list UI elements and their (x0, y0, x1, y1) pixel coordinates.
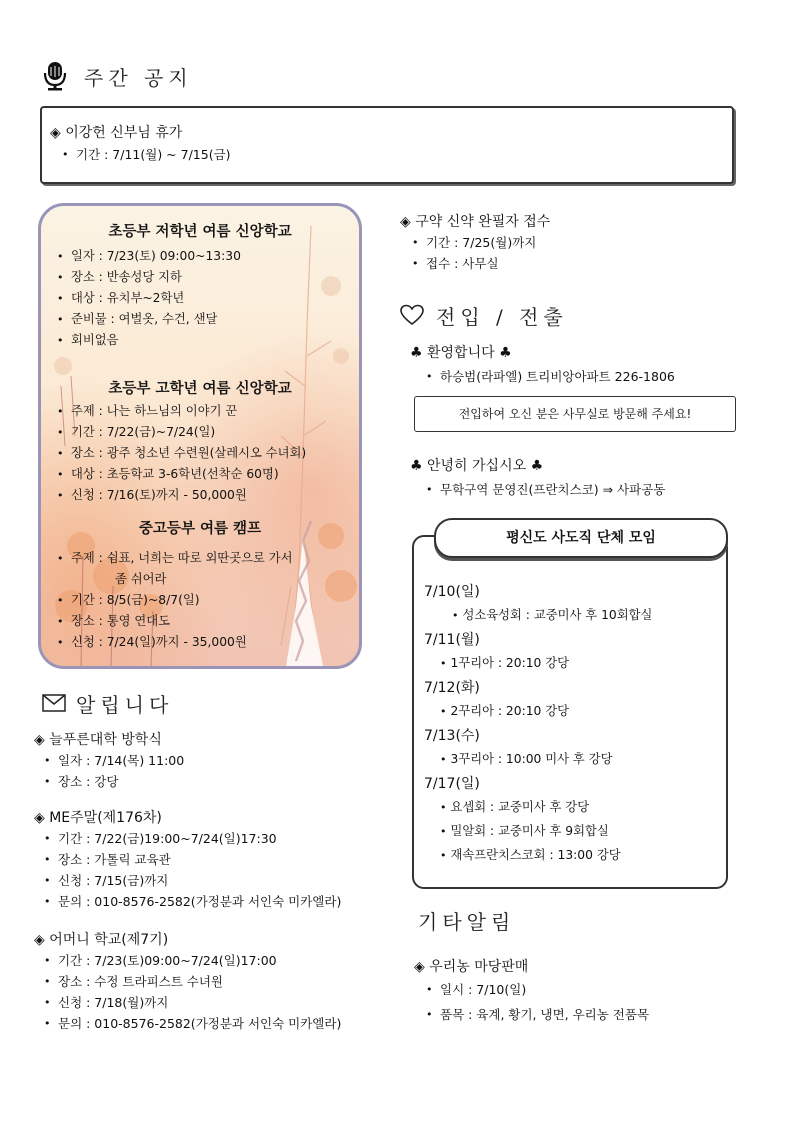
list-item: • 일자 : 7/23(토) 09:00~13:30 (51, 246, 241, 267)
announce-block-header: ◈ ME주말(제176차) (34, 810, 162, 826)
announce-list (38, 750, 184, 792)
list-item: • 하승범(라파엘) 트리비앙아파트 226-1806 (420, 366, 675, 387)
other-block-header: ◈ 우리농 마당판매 (414, 959, 529, 975)
weekly-title: 주간 공지 (84, 65, 193, 90)
list-item: • 품목 : 육계, 황기, 냉면, 우리농 전품목 (420, 1004, 649, 1025)
vacation-header: ◈ 이강헌 신부님 휴가 (50, 125, 183, 141)
day-date: 7/17(일) (424, 776, 480, 792)
list-item: • 기간 : 7/22(금)~7/24(일) (51, 422, 306, 443)
transfer-notice-box: 전입하여 오신 분은 사무실로 방문해 주세요! (414, 396, 736, 432)
group-meeting-title: 평신도 사도직 단체 모임 (434, 518, 728, 558)
list-item: • 장소 : 광주 청소년 수련원(살레시오 수녀회) (51, 443, 306, 464)
list-item: • 장소 : 수정 트라피스트 수녀원 (38, 971, 341, 992)
list-item: • 기간 : 7/22(금)19:00~7/24(일)17:30 (38, 828, 341, 849)
other-list (420, 979, 649, 1025)
day-item: • 밀알회 : 교중미사 후 9회합실 (424, 819, 714, 843)
list-item: • 장소 : 강당 (38, 771, 184, 792)
list-item: • 문의 : 010-8576-2582(가정분과 서인숙 미카엘라) (38, 1013, 341, 1034)
list-item: • 신청 : 7/15(금)까지 (38, 870, 341, 891)
day-item: • 요셉회 : 교중미사 후 강당 (424, 795, 714, 819)
day-item: • 1꾸리아 : 20:10 강당 (424, 651, 714, 675)
list-item: • 문의 : 010-8576-2582(가정분과 서인숙 미카엘라) (38, 891, 341, 912)
transfer-section-heading (400, 300, 568, 330)
lower-grade-list (51, 246, 241, 351)
vacation-notice-box (40, 106, 734, 184)
other-title: 기타알림 (418, 910, 516, 934)
day-item: • 3꾸리아 : 10:00 미사 후 강당 (424, 747, 714, 771)
group-meeting-schedule (424, 581, 714, 867)
list-item: • 기간 : 8/5(금)~8/7(일) (51, 590, 293, 611)
list-item: • 주제 : 쉼표, 너희는 따로 외딴곳으로 가서 (51, 548, 293, 569)
announce-title: 알립니다 (76, 692, 174, 717)
camp-theme-line2: 좀 쉬어라 (115, 572, 167, 586)
upper-grade-title: 초등부 고학년 여름 신앙학교 (108, 381, 292, 397)
farewell-header: ♣ 안녕히 가십시오 ♣ (410, 458, 544, 474)
microphone-icon (42, 61, 68, 91)
day-date: 7/13(수) (424, 728, 480, 744)
weekly-section-heading (42, 60, 193, 92)
list-item: • 주제 : 나는 하느님의 이야기 꾼 (51, 401, 306, 422)
bible-header: ◈ 구약 신약 완필자 접수 (400, 214, 551, 230)
upper-grade-list (51, 401, 306, 506)
camp-title: 중고등부 여름 캠프 (138, 521, 262, 537)
day-item: • 2꾸리아 : 20:10 강당 (424, 699, 714, 723)
announce-section-heading (42, 688, 173, 718)
summer-school-panel (38, 203, 362, 669)
list-item-continuation (51, 569, 293, 590)
list-item: • 기간 : 7/11(월) ~ 7/15(금) (56, 144, 231, 165)
list-item: • 기간 : 7/23(토)09:00~7/24(일)17:00 (38, 950, 341, 971)
vacation-list (56, 144, 231, 165)
list-item: • 기간 : 7/25(월)까지 (406, 232, 536, 253)
welcome-list (420, 366, 675, 387)
list-item: • 대상 : 초등학교 3-6학년(선착순 60명) (51, 464, 306, 485)
list-item: • 접수 : 사무실 (406, 253, 536, 274)
lower-grade-title: 초등부 저학년 여름 신앙학교 (108, 224, 292, 240)
list-item: • 장소 : 반송성당 지하 (51, 267, 241, 288)
list-item: • 무학구역 문영진(프란치스코) ⇒ 사파공동 (420, 479, 665, 500)
announce-block-header: ◈ 어머니 학교(제7기) (34, 932, 169, 948)
day-date: 7/10(일) (424, 584, 480, 600)
transfer-title: 전입 / 전출 (436, 304, 568, 329)
camp-list (51, 548, 293, 653)
list-item: • 대상 : 유치부~2학년 (51, 288, 241, 309)
announce-block-header: ◈ 늘푸른대학 방학식 (34, 732, 162, 748)
day-item: • 성소육성회 : 교중미사 후 10회합실 (424, 603, 714, 627)
envelope-icon (42, 694, 66, 712)
list-item: • 신청 : 7/18(월)까지 (38, 992, 341, 1013)
list-item: • 준비물 : 여벌옷, 수건, 샌달 (51, 309, 241, 330)
heart-icon (400, 304, 424, 326)
farewell-list (420, 479, 665, 500)
bible-list (406, 232, 536, 274)
announce-list (38, 828, 341, 912)
day-item: • 재속프란치스코회 : 13:00 강당 (424, 843, 714, 867)
list-item: • 장소 : 가톨릭 교육관 (38, 849, 341, 870)
day-date: 7/11(월) (424, 632, 480, 648)
list-item: • 신청 : 7/24(일)까지 - 35,000원 (51, 632, 293, 653)
list-item: • 신청 : 7/16(토)까지 - 50,000원 (51, 485, 306, 506)
day-date: 7/12(화) (424, 680, 480, 696)
list-item: • 회비없음 (51, 330, 241, 351)
welcome-header: ♣ 환영합니다 ♣ (410, 345, 512, 361)
list-item: • 일시 : 7/10(일) (420, 979, 649, 1000)
announce-list (38, 950, 341, 1034)
list-item: • 일자 : 7/14(목) 11:00 (38, 750, 184, 771)
list-item: • 장소 : 통영 연대도 (51, 611, 293, 632)
